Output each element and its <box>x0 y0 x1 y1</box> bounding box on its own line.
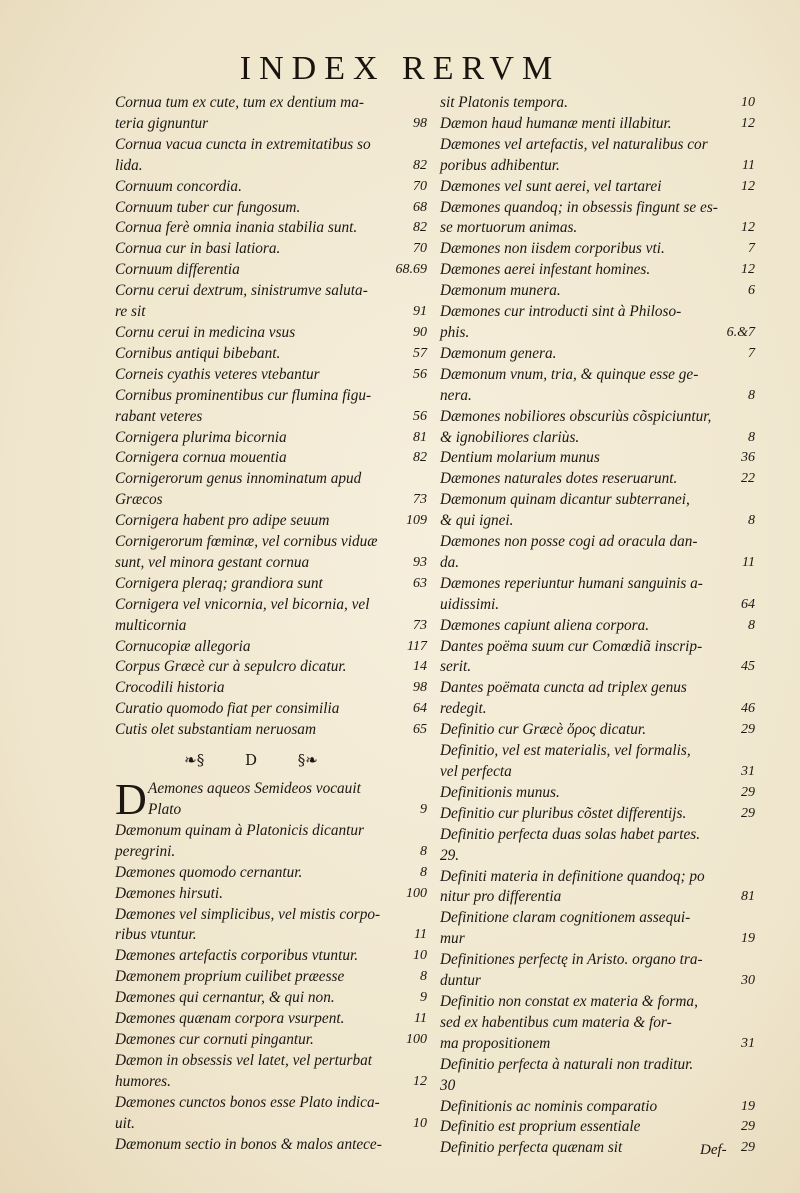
entry-text: Cornigera habent pro adipe seuum <box>115 512 330 530</box>
entry-text: Definitiones perfectę in Aristo. organo tra- duntur <box>440 951 703 990</box>
index-entry <box>115 720 427 741</box>
index-entry <box>440 114 755 135</box>
entry-text: Dæmones non iisdem corporibus vti. <box>440 240 665 258</box>
entry-text: Cutis olet substantiam neruosam <box>115 721 316 739</box>
index-entry <box>440 616 755 637</box>
entry-text: Cornuum concordia. <box>115 177 242 195</box>
entry-text: Corpus Græcè cur à sepulcro dicatur. <box>115 658 347 676</box>
entry-text: Definitionis ac nominis comparatio <box>440 1097 658 1115</box>
entry-page: 12 <box>741 262 755 278</box>
drop-cap-letter: D <box>115 775 147 825</box>
entry-text: Definitio cur Græcè ὅρος dicatur. <box>440 721 647 739</box>
index-entry <box>115 135 427 177</box>
entry-text: Cornibus prominentibus cur flumina figu- rabant veteres <box>115 386 372 425</box>
entry-text: Dæmones naturales dotes reseruarunt. <box>440 470 678 488</box>
entry-text: Dantes poëma suum cur Comœdiã inscrip- serit. <box>440 637 703 676</box>
entry-text: Corneis cyathis veteres vtebantur <box>115 365 320 383</box>
entry-page: 7 <box>748 345 755 361</box>
entry-page: 19 <box>741 931 755 947</box>
entry-text: Dæmonum quinam dicantur subterranei, & qui ignei. <box>440 491 690 530</box>
index-entry <box>115 1135 427 1156</box>
index-entry <box>115 344 427 365</box>
index-entry <box>440 637 755 679</box>
index-entry <box>440 448 755 469</box>
index-entry <box>115 678 427 699</box>
entry-text: Cornua cur in basi latiora. <box>115 240 281 258</box>
entry-page: 11 <box>742 157 755 173</box>
index-entry <box>440 804 755 825</box>
entry-page: 36 <box>741 450 755 466</box>
entry-text: sit Platonis tempora. <box>440 94 568 111</box>
entry-text: Dæmones non posse cogi ad oracula dan- da. <box>440 533 698 571</box>
index-entry <box>440 532 755 574</box>
entry-text: Aemones aqueos Semideos vocauit Plato <box>148 780 361 818</box>
entry-page: 29 <box>741 784 755 800</box>
entry-page: 6.&7 <box>726 324 755 340</box>
entry-page: 70 <box>413 178 427 194</box>
index-entry <box>115 281 427 323</box>
entry-text: Cornigerorum fœminæ, vel cornibus viduæ sunt, vel minora gestant cornua <box>115 533 378 571</box>
entry-text: Dæmones cur cornuti pingantur. <box>115 1030 314 1048</box>
index-entry <box>115 511 427 532</box>
entry-page: 12 <box>741 115 755 131</box>
ornament-left: ❧§ <box>184 751 205 770</box>
entry-page: 45 <box>741 659 755 675</box>
entry-text: Cornigera pleraq; grandiora sunt <box>115 574 323 592</box>
entry-text: Cornibus antiqui bibebant. <box>115 344 281 362</box>
entry-text: Cornuum tuber cur fungosum. <box>115 198 301 216</box>
entry-page: 56 <box>413 366 427 382</box>
entry-text: Cornua tum ex cute, tum ex dentium ma- teria gignuntur <box>115 94 364 132</box>
entry-text: Dæmon in obsessis vel latet, vel perturbat humores. <box>115 1051 373 1090</box>
entry-text: Dentium molarium munus <box>440 449 600 467</box>
index-entry <box>440 469 755 490</box>
entry-page: 98 <box>413 115 427 131</box>
index-entry <box>115 657 427 678</box>
entry-text: Definitio non constat ex materia & forma, sed ex habentibus cum materia & for- ma propositionem <box>440 992 698 1052</box>
entry-text: Definitio perfecta quænam sit <box>440 1139 623 1157</box>
entry-page: 117 <box>407 638 427 654</box>
index-entry <box>115 637 427 658</box>
entry-page: 29 <box>741 1119 755 1135</box>
index-entry <box>115 905 427 947</box>
entry-page: 73 <box>413 492 427 508</box>
entry-page: 63 <box>413 575 427 591</box>
entry-page: 68 <box>413 199 427 215</box>
index-entry <box>115 699 427 720</box>
entry-page: 12 <box>741 220 755 236</box>
index-entry <box>115 239 427 260</box>
index-entry <box>440 720 755 741</box>
index-entry <box>115 93 427 135</box>
index-entry <box>440 260 755 281</box>
index-entry <box>440 783 755 804</box>
index-entry <box>440 93 755 114</box>
index-entry <box>440 177 755 198</box>
section-ornament <box>115 745 427 775</box>
section-letter: D <box>244 751 258 770</box>
index-entry <box>115 260 427 281</box>
entry-page: 8 <box>420 864 427 880</box>
entry-text: Dantes poëmata cuncta ad triplex genus redegit. <box>440 679 687 718</box>
index-entry <box>440 574 755 616</box>
entry-text: Dæmones artefactis corporibus vtuntur. <box>115 947 359 965</box>
entry-text: Definitio est proprium essentiale <box>440 1118 641 1136</box>
entry-page: 11 <box>742 554 755 570</box>
index-entry <box>440 950 755 992</box>
entry-page: 11 <box>414 1011 427 1027</box>
entry-page: 8 <box>748 387 755 403</box>
entry-text: Dæmones vel sunt aerei, vel tartarei <box>440 177 662 195</box>
index-entry <box>440 281 755 302</box>
entry-text: Cornigera cornua mouentia <box>115 449 287 467</box>
entry-text: Dæmones quandoq; in obsessis fingunt se es- se mortuorum animas. <box>440 198 718 237</box>
entry-page: 8 <box>420 969 427 985</box>
entry-page: 81 <box>741 889 755 905</box>
entry-page: 82 <box>413 450 427 466</box>
index-entry <box>115 1093 427 1135</box>
entry-text: Dæmonem proprium cuilibet præesse <box>115 968 345 986</box>
index-entry <box>440 1097 755 1118</box>
entry-page: 19 <box>741 1098 755 1114</box>
index-entry <box>115 574 427 595</box>
entry-text: Definitionis munus. <box>440 783 560 801</box>
entry-page: 70 <box>413 241 427 257</box>
entry-text: Definiti materia in definitione quandoq; po nitur pro differentia <box>440 867 705 906</box>
entry-page: 11 <box>414 927 427 943</box>
index-entry <box>115 1009 427 1030</box>
index-entry <box>440 741 755 783</box>
entry-text: Definitio perfecta à naturali non traditur. 30 <box>440 1055 694 1094</box>
entry-text: Dæmones capiunt aliena corpora. <box>440 616 650 634</box>
index-entry <box>115 323 427 344</box>
index-entry <box>440 1117 755 1138</box>
index-entry <box>115 532 427 574</box>
entry-text: Definitio perfecta duas solas habet partes. 29. <box>440 825 701 864</box>
index-entry <box>440 407 755 449</box>
index-entry <box>115 386 427 428</box>
entry-text: Dæmones hirsuti. <box>115 884 223 902</box>
left-entries-after <box>115 821 427 1156</box>
entry-text: Cornu cerui in medicina vsus <box>115 323 296 341</box>
index-entry <box>115 863 427 884</box>
entry-text: Dæmones nobiliores obscuriùs cõspiciuntur, & ignobiliores clariùs. <box>440 407 712 446</box>
entry-page: 100 <box>406 1031 427 1047</box>
entry-page: 10 <box>741 95 755 110</box>
index-entry <box>440 908 755 950</box>
index-entry <box>115 821 427 863</box>
entry-page: 57 <box>413 345 427 361</box>
entry-text: Dæmonum sectio in bonos & malos antece- <box>115 1135 382 1153</box>
index-entry <box>115 198 427 219</box>
entry-page: 81 <box>413 429 427 445</box>
entry-page: 90 <box>413 324 427 340</box>
entry-page: 12 <box>413 1073 427 1089</box>
index-entry <box>115 988 427 1009</box>
entry-text: Crocodili historia <box>115 679 225 697</box>
entry-page: 93 <box>413 554 427 570</box>
entry-text: Dæmon haud humanæ menti illabitur. <box>440 114 672 132</box>
entry-page: 29 <box>741 1140 755 1156</box>
entry-text: Cornua ferè omnia inania stabilia sunt. <box>115 219 358 237</box>
entry-page: 8 <box>748 429 755 445</box>
entry-page: 29 <box>741 805 755 821</box>
entry-page: 46 <box>741 701 755 717</box>
index-entry <box>440 365 755 407</box>
index-entry <box>115 1051 427 1093</box>
entry-page: 31 <box>741 1035 755 1051</box>
index-entry <box>115 884 427 905</box>
entry-text: Dæmonum munera. <box>440 282 561 300</box>
catchword: Def- <box>700 1142 727 1158</box>
entry-page: 31 <box>741 764 755 779</box>
index-entry <box>440 490 755 532</box>
index-entry <box>115 1030 427 1051</box>
index-entry <box>115 177 427 198</box>
left-entries <box>115 93 427 741</box>
entry-text: Dæmones vel simplicibus, vel mistis corpo- ribus vtuntur. <box>115 905 381 944</box>
entry-text: Cornua vacua cuncta in extremitatibus so lida. <box>115 135 371 174</box>
entry-page: 29 <box>741 722 755 738</box>
entry-page: 82 <box>413 157 427 173</box>
entry-page: 22 <box>741 471 755 487</box>
entry-text: Cornigera plurima bicornia <box>115 428 287 446</box>
entry-page: 8 <box>420 843 427 859</box>
entry-text: Curatio quomodo fiat per consimilia <box>115 700 340 718</box>
index-entry <box>115 448 427 469</box>
index-entry <box>115 595 427 637</box>
index-entry <box>115 365 427 386</box>
dropcap-entry <box>115 775 427 825</box>
entry-page: 8 <box>748 513 755 529</box>
index-entry <box>440 239 755 260</box>
entry-page: 109 <box>406 513 427 529</box>
index-entry <box>440 825 755 867</box>
entry-page: 30 <box>741 973 755 989</box>
entry-text: Cornigera vel vnicornia, vel bicornia, vel multicornia <box>115 595 370 634</box>
index-entry <box>115 218 427 239</box>
entry-text: Dæmonum vnum, tria, & quinque esse ge- nera. <box>440 365 699 404</box>
index-entry <box>115 469 427 511</box>
entry-text: Dæmones vel artefactis, vel naturalibus cor poribus adhibentur. <box>440 135 708 174</box>
index-entry <box>115 428 427 449</box>
index-entry <box>115 967 427 988</box>
entry-page: 73 <box>413 617 427 633</box>
entry-page: 9 <box>420 802 427 817</box>
index-entry <box>440 678 755 720</box>
entry-page: 10 <box>413 1115 427 1131</box>
index-entry <box>440 867 755 909</box>
entry-page: 68.69 <box>395 262 427 278</box>
right-column <box>440 93 755 1159</box>
entry-page: 9 <box>420 990 427 1006</box>
entry-text: Cornuum differentia <box>115 261 240 279</box>
entry-text: Dæmones qui cernantur, & qui non. <box>115 989 335 1007</box>
entry-page: 65 <box>413 722 427 738</box>
index-entry <box>440 302 755 344</box>
entry-text: Dæmones aerei infestant homines. <box>440 261 651 279</box>
entry-text: Cornigerorum genus innominatum apud Græcos <box>115 470 362 509</box>
entry-page: 14 <box>413 659 427 675</box>
entry-text: Dæmonum genera. <box>440 344 557 362</box>
entry-page: 8 <box>748 617 755 633</box>
entry-text: Definitio cur pluribus cõstet differentijs. <box>440 804 687 822</box>
index-entry <box>440 344 755 365</box>
entry-page: 82 <box>413 220 427 236</box>
page-heading: INDEX RERVM <box>239 50 561 87</box>
entry-text: Dæmonum quinam à Platonicis dicantur peregrini. <box>115 821 364 860</box>
entry-page: 10 <box>413 948 427 964</box>
entry-page: 64 <box>741 596 755 612</box>
index-entry <box>440 992 755 1055</box>
index-entry <box>115 946 427 967</box>
entry-text: Dæmones reperiuntur humani sanguinis a- uidissimi. <box>440 574 703 613</box>
entry-page: 12 <box>741 178 755 194</box>
entry-page: 64 <box>413 701 427 717</box>
entry-page: 6 <box>748 283 755 299</box>
entry-text: Cornu cerui dextrum, sinistrumve saluta- re sit <box>115 282 368 321</box>
left-column <box>115 93 427 1155</box>
entry-text: Dæmones cur introducti sint à Philoso- phis. <box>440 303 682 341</box>
entry-page: 7 <box>748 241 755 257</box>
right-entries <box>440 93 755 1159</box>
entry-text: Dæmones cunctos bonos esse Plato indica- uit. <box>115 1093 380 1132</box>
index-entry <box>440 198 755 240</box>
index-entry <box>440 1055 755 1097</box>
entry-page: 56 <box>413 408 427 424</box>
entry-text: Dæmones quænam corpora vsurpent. <box>115 1010 345 1028</box>
entry-page: 91 <box>413 304 427 320</box>
entry-text: Definitione claram cognitionem assequi- mur <box>440 909 691 948</box>
entry-text: Dæmones quomodo cernantur. <box>115 863 303 881</box>
entry-page: 98 <box>413 680 427 696</box>
entry-text: Cornucopiæ allegoria <box>115 637 251 655</box>
index-entry <box>440 135 755 177</box>
ornament-right: §❧ <box>297 751 318 770</box>
entry-text: Definitio, vel est materialis, vel formalis, vel perfecta <box>440 742 691 780</box>
entry-page: 100 <box>406 885 427 901</box>
